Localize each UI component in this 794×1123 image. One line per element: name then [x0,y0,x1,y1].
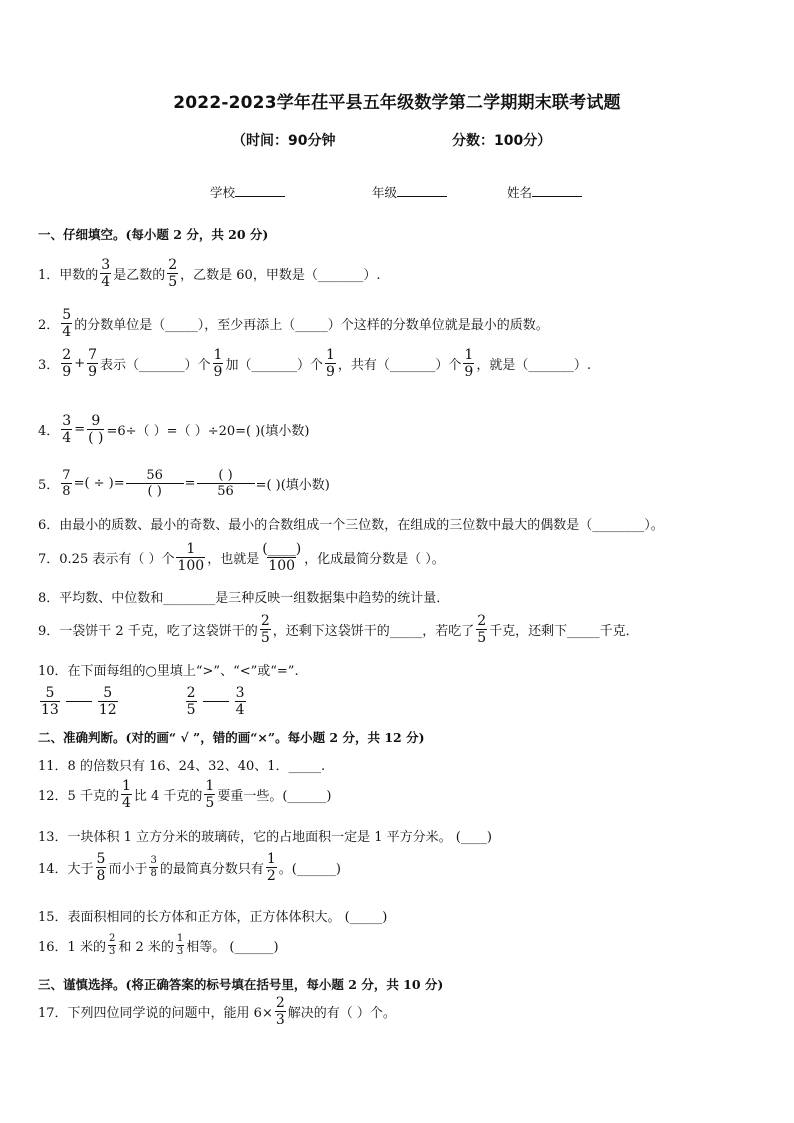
question-10-pairs [38,686,248,717]
question-4 [38,414,309,445]
q10-answer-2[interactable] [203,701,229,702]
q2-number: 2． [38,318,60,333]
question-17 [38,996,396,1027]
question-7 [38,542,445,573]
q7-text-c: ，化成最简分数是（ ）。 [304,552,445,567]
q3-text-c: 加（_______）个 [225,358,323,373]
q7-fraction-2: $\frac{(\_\_\_\_)}{100}$ [262,541,302,574]
q10-answer-1[interactable] [66,701,92,702]
q3-fraction-1: $\frac{2}{9}$ [62,347,72,380]
q10-fraction-2: $\frac{5}{12}$ [98,685,117,718]
section-3-heading: 三、谨慎选择。(将正确答案的标号填在括号里，每小题 2 分，共 10 分) [38,977,444,992]
question-14 [38,852,341,883]
q14-fraction-3: $\frac{1}{2}$ [266,851,276,884]
q5-fraction-3: $\frac{( )}{56}$ [198,469,254,498]
name-field [507,183,582,201]
grade-field [372,183,447,201]
q2-text: 的分数单位是（_____），至少再添上（_____）个这样的分数单位就是最小的质数。 [74,318,549,333]
q16-text-c: 相等。 (______) [186,940,279,955]
q4-fraction-2: $\frac{9}{( )}$ [88,413,104,446]
question-5 [38,469,330,498]
school-field [210,183,285,201]
q16-text-a: 16．1 米的 [38,940,106,955]
section-1-heading: 一、仔细填空。(每小题 2 分，共 20 分) [38,227,269,242]
q9-fraction-2: $\frac{2}{5}$ [477,613,487,646]
q12-text-b: 比 4 千克的 [133,789,203,804]
q1-fraction-2: $\frac{2}{5}$ [168,257,178,290]
q3-fraction-4: $\frac{1}{9}$ [325,347,335,380]
name-blank[interactable] [532,184,582,197]
q14-text-b: 而小于 [108,862,148,877]
time-label: （时间：90分钟 [232,133,336,149]
q1-fraction-1: $\frac{3}{4}$ [101,257,111,290]
q3-fraction-2: $\frac{7}{9}$ [88,347,98,380]
q16-text-b: 和 2 米的 [118,940,174,955]
q12-fraction-1: $\frac{1}{4}$ [121,778,131,811]
q5-fraction-2: $\frac{56}{( )}$ [127,469,183,498]
q14-fraction-2: $\frac{3}{8}$ [150,855,157,879]
question-16 [38,934,279,957]
q9-text-c: 千克，还剩下_____千克． [489,624,639,639]
q5-equals: = [184,476,196,491]
q5-text-b: =( ÷ )= [73,476,125,491]
q3-plus: + [74,356,86,371]
q3-number: 3． [38,358,60,373]
q4-fraction-1: $\frac{3}{4}$ [62,413,72,446]
q10-fraction-4: $\frac{3}{4}$ [235,685,245,718]
q17-fraction: $\frac{2}{3}$ [275,995,285,1028]
q1-text-c: ，乙数是 60，甲数是（_______）. [180,268,381,283]
q3-text-e: ，共有（_______）个 [337,358,462,373]
q3-text-b: 表示（_______）个 [100,358,211,373]
question-10: 10．在下面每组的○里填上“>”、“<”或“=”. [38,664,299,679]
q14-fraction-1: $\frac{5}{8}$ [96,851,106,884]
q10-fraction-3: $\frac{2}{5}$ [186,685,196,718]
q17-text-a: 17．下列四位同学说的问题中，能用 6× [38,1006,273,1021]
q4-text: =6÷（ ）=（ ）÷20=( )(填小数) [106,424,310,439]
q9-text-a: 9．一袋饼干 2 千克，吃了这袋饼干的 [38,624,258,639]
name-label: 姓名 [507,185,533,200]
q5-fraction-1: $\frac{7}{8}$ [62,468,71,499]
question-15: 15．表面积相同的长方体和正方体，正方体体积大。 (_____) [38,910,388,925]
q17-text-b: 解决的有（ ）个。 [287,1006,396,1021]
question-8: 8．平均数、中位数和________是三种反映一组数据集中趋势的统计量． [38,591,450,606]
q5-text-c: =( )(填小数) [255,478,330,493]
question-2 [38,308,549,339]
grade-blank[interactable] [397,184,447,197]
q12-fraction-2: $\frac{1}{5}$ [205,778,215,811]
q1-text-a: 1．甲数的 [38,268,99,283]
q9-fraction-1: $\frac{2}{5}$ [260,613,270,646]
q7-text-b: ，也就是 [207,552,260,567]
q5-number: 5． [38,478,60,493]
question-3 [38,348,591,379]
q14-text-c: 的最简真分数只有 [159,862,264,877]
q3-text-f: ，就是（_______）. [476,358,591,373]
question-13: 13．一块体积 1 立方分米的玻璃砖，它的占地面积一定是 1 平方分米。 (____) [38,830,492,845]
page-title: 2022-2023学年茌平县五年级数学第二学期期末联考试题 [173,93,621,113]
q9-text-b: ，还剩下这袋饼干的_____，若吃了 [272,624,475,639]
q12-text-c: 要重一些。(______) [217,789,332,804]
question-11: 11．8 的倍数只有 16、24、32、40、1．_____. [38,759,326,774]
q7-text-a: 7．0.25 表示有（ ）个 [38,552,175,567]
school-label: 学校 [210,185,236,200]
q4-equals: = [74,422,86,437]
q3-fraction-5: $\frac{1}{9}$ [464,347,474,380]
score-label: 分数：100分） [452,133,552,149]
question-1 [38,258,380,289]
q14-text-e: 。(______) [278,862,341,877]
question-9 [38,614,639,645]
q4-number: 4． [38,424,60,439]
q3-fraction-3: $\frac{1}{9}$ [213,347,223,380]
q14-text-a: 14．大于 [38,862,94,877]
grade-label: 年级 [372,185,398,200]
section-2-heading: 二、准确判断。(对的画“ √ ”，错的画“×”。每小题 2 分，共 12 分) [38,730,425,745]
q2-fraction: $\frac{5}{4}$ [62,307,72,340]
question-6: 6．由最小的质数、最小的奇数、最小的合数组成一个三位数，在组成的三位数中最大的偶数是（________）。 [38,518,664,533]
q12-text-a: 12．5 千克的 [38,789,119,804]
school-blank[interactable] [235,184,285,197]
question-12 [38,779,332,810]
q10-fraction-1: $\frac{5}{13}$ [41,685,59,718]
q16-fraction-1: $\frac{2}{3}$ [108,933,116,957]
q1-text-b: 是乙数的 [113,268,166,283]
q7-fraction-1: $\frac{1}{100}$ [177,541,205,574]
q16-fraction-2: $\frac{1}{3}$ [176,933,184,957]
